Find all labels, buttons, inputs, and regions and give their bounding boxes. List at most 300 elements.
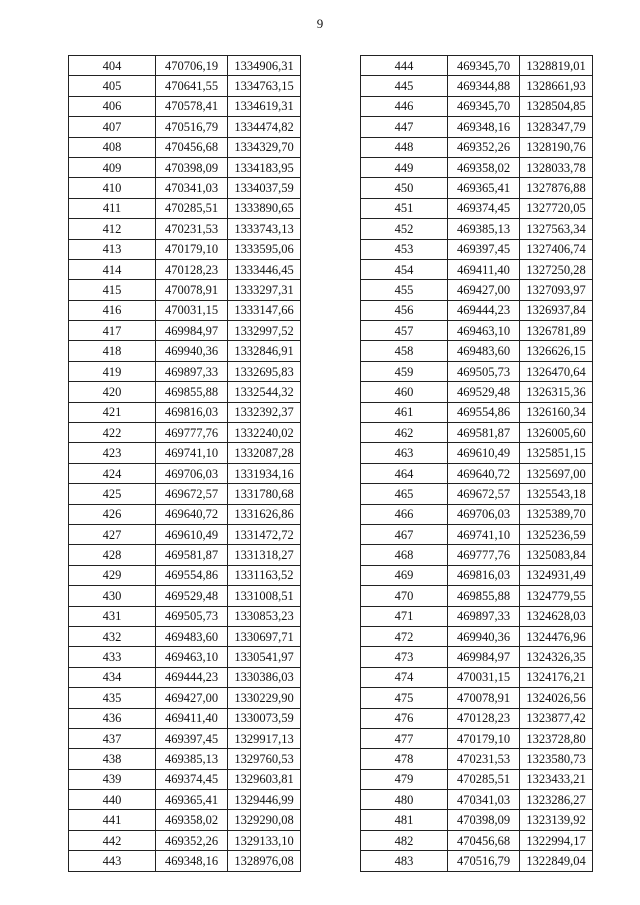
x-coordinate-cell: 470398,09 (448, 810, 520, 830)
point-number-cell: 416 (69, 300, 156, 320)
x-coordinate-cell: 469348,16 (448, 117, 520, 137)
table-row (361, 728, 593, 748)
table-row (69, 810, 301, 830)
x-coordinate-cell: 469397,45 (156, 728, 228, 748)
x-coordinate-cell: 469411,40 (448, 259, 520, 279)
point-number-cell: 461 (361, 402, 448, 422)
x-coordinate-cell: 469581,87 (156, 545, 228, 565)
table-row (361, 219, 593, 239)
table-row (69, 545, 301, 565)
point-number-cell: 432 (69, 626, 156, 646)
x-coordinate-cell: 469463,10 (156, 647, 228, 667)
table-row (361, 56, 593, 76)
table-row (69, 504, 301, 524)
x-coordinate-cell: 469706,03 (156, 463, 228, 483)
y-coordinate-cell: 1330386,03 (228, 667, 301, 687)
x-coordinate-cell: 469374,45 (448, 198, 520, 218)
x-coordinate-cell: 469816,03 (156, 402, 228, 422)
point-number-cell: 420 (69, 382, 156, 402)
table-row (69, 830, 301, 850)
table-row (69, 157, 301, 177)
table-row (69, 56, 301, 76)
x-coordinate-cell: 470031,15 (156, 300, 228, 320)
y-coordinate-cell: 1328033,78 (520, 157, 593, 177)
point-number-cell: 467 (361, 524, 448, 544)
x-coordinate-cell: 470578,41 (156, 96, 228, 116)
coordinates-table-right-body (361, 56, 593, 872)
table-row (361, 117, 593, 137)
x-coordinate-cell: 469984,97 (156, 321, 228, 341)
point-number-cell: 469 (361, 565, 448, 585)
y-coordinate-cell: 1324476,96 (520, 626, 593, 646)
y-coordinate-cell: 1333595,06 (228, 239, 301, 259)
y-coordinate-cell: 1322849,04 (520, 851, 593, 871)
point-number-cell: 450 (361, 178, 448, 198)
y-coordinate-cell: 1324931,49 (520, 565, 593, 585)
x-coordinate-cell: 469358,02 (156, 810, 228, 830)
y-coordinate-cell: 1329290,08 (228, 810, 301, 830)
point-number-cell: 454 (361, 259, 448, 279)
x-coordinate-cell: 469397,45 (448, 239, 520, 259)
x-coordinate-cell: 470641,55 (156, 76, 228, 96)
table-row (361, 157, 593, 177)
x-coordinate-cell: 469427,00 (156, 688, 228, 708)
point-number-cell: 483 (361, 851, 448, 871)
point-number-cell: 471 (361, 606, 448, 626)
table-row (69, 769, 301, 789)
point-number-cell: 409 (69, 157, 156, 177)
x-coordinate-cell: 470285,51 (448, 769, 520, 789)
table-row (69, 749, 301, 769)
x-coordinate-cell: 469411,40 (156, 708, 228, 728)
table-row (361, 198, 593, 218)
point-number-cell: 447 (361, 117, 448, 137)
y-coordinate-cell: 1331934,16 (228, 463, 301, 483)
y-coordinate-cell: 1331008,51 (228, 586, 301, 606)
y-coordinate-cell: 1334183,95 (228, 157, 301, 177)
table-row (361, 830, 593, 850)
point-number-cell: 427 (69, 524, 156, 544)
x-coordinate-cell: 469777,76 (448, 545, 520, 565)
table-row (69, 667, 301, 687)
table-row (69, 259, 301, 279)
y-coordinate-cell: 1331780,68 (228, 484, 301, 504)
y-coordinate-cell: 1334906,31 (228, 56, 301, 76)
table-row (69, 341, 301, 361)
point-number-cell: 468 (361, 545, 448, 565)
y-coordinate-cell: 1333297,31 (228, 280, 301, 300)
x-coordinate-cell: 469483,60 (156, 626, 228, 646)
y-coordinate-cell: 1327876,88 (520, 178, 593, 198)
point-number-cell: 418 (69, 341, 156, 361)
table-row (361, 137, 593, 157)
table-row (361, 423, 593, 443)
x-coordinate-cell: 469581,87 (448, 423, 520, 443)
y-coordinate-cell: 1329133,10 (228, 830, 301, 850)
table-row (69, 524, 301, 544)
table-row (69, 96, 301, 116)
point-number-cell: 448 (361, 137, 448, 157)
table-row (69, 300, 301, 320)
x-coordinate-cell: 469741,10 (156, 443, 228, 463)
y-coordinate-cell: 1325389,70 (520, 504, 593, 524)
point-number-cell: 436 (69, 708, 156, 728)
x-coordinate-cell: 469940,36 (448, 626, 520, 646)
y-coordinate-cell: 1333147,66 (228, 300, 301, 320)
x-coordinate-cell: 470706,19 (156, 56, 228, 76)
y-coordinate-cell: 1327720,05 (520, 198, 593, 218)
point-number-cell: 444 (361, 56, 448, 76)
y-coordinate-cell: 1326626,15 (520, 341, 593, 361)
x-coordinate-cell: 470031,15 (448, 667, 520, 687)
table-row (361, 647, 593, 667)
y-coordinate-cell: 1334329,70 (228, 137, 301, 157)
x-coordinate-cell: 469855,88 (156, 382, 228, 402)
point-number-cell: 459 (361, 361, 448, 381)
table-row (69, 688, 301, 708)
point-number-cell: 431 (69, 606, 156, 626)
y-coordinate-cell: 1327563,34 (520, 219, 593, 239)
y-coordinate-cell: 1332544,32 (228, 382, 301, 402)
x-coordinate-cell: 470179,10 (448, 728, 520, 748)
y-coordinate-cell: 1328347,79 (520, 117, 593, 137)
table-row (361, 300, 593, 320)
x-coordinate-cell: 469483,60 (448, 341, 520, 361)
y-coordinate-cell: 1329917,13 (228, 728, 301, 748)
point-number-cell: 442 (69, 830, 156, 850)
table-row (361, 484, 593, 504)
y-coordinate-cell: 1326937,84 (520, 300, 593, 320)
point-number-cell: 433 (69, 647, 156, 667)
point-number-cell: 482 (361, 830, 448, 850)
y-coordinate-cell: 1323580,73 (520, 749, 593, 769)
table-row (361, 178, 593, 198)
x-coordinate-cell: 469640,72 (448, 463, 520, 483)
point-number-cell: 405 (69, 76, 156, 96)
point-number-cell: 440 (69, 790, 156, 810)
table-row (69, 626, 301, 646)
point-number-cell: 479 (361, 769, 448, 789)
point-number-cell: 458 (361, 341, 448, 361)
y-coordinate-cell: 1330229,90 (228, 688, 301, 708)
x-coordinate-cell: 469706,03 (448, 504, 520, 524)
x-coordinate-cell: 470231,53 (156, 219, 228, 239)
y-coordinate-cell: 1332846,91 (228, 341, 301, 361)
point-number-cell: 449 (361, 157, 448, 177)
table-row (69, 423, 301, 443)
x-coordinate-cell: 470285,51 (156, 198, 228, 218)
table-row (361, 259, 593, 279)
point-number-cell: 428 (69, 545, 156, 565)
y-coordinate-cell: 1330541,97 (228, 647, 301, 667)
x-coordinate-cell: 469529,48 (448, 382, 520, 402)
point-number-cell: 419 (69, 361, 156, 381)
point-number-cell: 411 (69, 198, 156, 218)
table-row (361, 239, 593, 259)
point-number-cell: 462 (361, 423, 448, 443)
table-row (361, 688, 593, 708)
point-number-cell: 451 (361, 198, 448, 218)
y-coordinate-cell: 1326781,89 (520, 321, 593, 341)
x-coordinate-cell: 469554,86 (448, 402, 520, 422)
x-coordinate-cell: 470398,09 (156, 157, 228, 177)
x-coordinate-cell: 469348,16 (156, 851, 228, 871)
x-coordinate-cell: 470179,10 (156, 239, 228, 259)
y-coordinate-cell: 1329446,99 (228, 790, 301, 810)
table-row (361, 341, 593, 361)
x-coordinate-cell: 469365,41 (448, 178, 520, 198)
y-coordinate-cell: 1333890,65 (228, 198, 301, 218)
point-number-cell: 456 (361, 300, 448, 320)
point-number-cell: 424 (69, 463, 156, 483)
y-coordinate-cell: 1332392,37 (228, 402, 301, 422)
point-number-cell: 441 (69, 810, 156, 830)
point-number-cell: 410 (69, 178, 156, 198)
y-coordinate-cell: 1328976,08 (228, 851, 301, 871)
y-coordinate-cell: 1328819,01 (520, 56, 593, 76)
table-row (69, 586, 301, 606)
point-number-cell: 413 (69, 239, 156, 259)
point-number-cell: 408 (69, 137, 156, 157)
x-coordinate-cell: 469897,33 (448, 606, 520, 626)
point-number-cell: 421 (69, 402, 156, 422)
y-coordinate-cell: 1328504,85 (520, 96, 593, 116)
y-coordinate-cell: 1323877,42 (520, 708, 593, 728)
x-coordinate-cell: 470341,03 (156, 178, 228, 198)
y-coordinate-cell: 1326005,60 (520, 423, 593, 443)
table-row (69, 198, 301, 218)
coordinates-table-left (68, 55, 301, 872)
y-coordinate-cell: 1325851,15 (520, 443, 593, 463)
y-coordinate-cell: 1328190,76 (520, 137, 593, 157)
point-number-cell: 455 (361, 280, 448, 300)
x-coordinate-cell: 470516,79 (156, 117, 228, 137)
table-row (69, 117, 301, 137)
table-row (361, 769, 593, 789)
point-number-cell: 435 (69, 688, 156, 708)
table-row (361, 667, 593, 687)
y-coordinate-cell: 1334474,82 (228, 117, 301, 137)
x-coordinate-cell: 469385,13 (156, 749, 228, 769)
x-coordinate-cell: 469352,26 (156, 830, 228, 850)
table-row (361, 321, 593, 341)
point-number-cell: 475 (361, 688, 448, 708)
coordinates-table-left-body (69, 56, 301, 872)
point-number-cell: 404 (69, 56, 156, 76)
y-coordinate-cell: 1326160,34 (520, 402, 593, 422)
table-row (69, 382, 301, 402)
x-coordinate-cell: 469640,72 (156, 504, 228, 524)
point-number-cell: 407 (69, 117, 156, 137)
table-row (361, 463, 593, 483)
y-coordinate-cell: 1329603,81 (228, 769, 301, 789)
table-row (361, 524, 593, 544)
y-coordinate-cell: 1324026,56 (520, 688, 593, 708)
x-coordinate-cell: 469505,73 (448, 361, 520, 381)
y-coordinate-cell: 1327406,74 (520, 239, 593, 259)
x-coordinate-cell: 470078,91 (156, 280, 228, 300)
x-coordinate-cell: 469897,33 (156, 361, 228, 381)
y-coordinate-cell: 1332240,02 (228, 423, 301, 443)
point-number-cell: 439 (69, 769, 156, 789)
point-number-cell: 415 (69, 280, 156, 300)
y-coordinate-cell: 1334619,31 (228, 96, 301, 116)
table-row (69, 463, 301, 483)
table-row (361, 76, 593, 96)
point-number-cell: 434 (69, 667, 156, 687)
x-coordinate-cell: 469610,49 (156, 524, 228, 544)
table-row (361, 280, 593, 300)
table-row (69, 239, 301, 259)
point-number-cell: 437 (69, 728, 156, 748)
x-coordinate-cell: 470341,03 (448, 790, 520, 810)
y-coordinate-cell: 1323139,92 (520, 810, 593, 830)
table-row (69, 565, 301, 585)
y-coordinate-cell: 1329760,53 (228, 749, 301, 769)
point-number-cell: 412 (69, 219, 156, 239)
point-number-cell: 406 (69, 96, 156, 116)
table-row (69, 76, 301, 96)
point-number-cell: 466 (361, 504, 448, 524)
x-coordinate-cell: 469345,70 (448, 56, 520, 76)
y-coordinate-cell: 1330697,71 (228, 626, 301, 646)
table-row (361, 382, 593, 402)
table-row (69, 728, 301, 748)
point-number-cell: 417 (69, 321, 156, 341)
point-number-cell: 445 (361, 76, 448, 96)
x-coordinate-cell: 469444,23 (448, 300, 520, 320)
x-coordinate-cell: 469427,00 (448, 280, 520, 300)
x-coordinate-cell: 469463,10 (448, 321, 520, 341)
table-row (361, 790, 593, 810)
point-number-cell: 452 (361, 219, 448, 239)
y-coordinate-cell: 1332087,28 (228, 443, 301, 463)
x-coordinate-cell: 469345,70 (448, 96, 520, 116)
page-number: 9 (316, 16, 324, 31)
table-row (361, 443, 593, 463)
y-coordinate-cell: 1324176,21 (520, 667, 593, 687)
point-number-cell: 478 (361, 749, 448, 769)
y-coordinate-cell: 1334763,15 (228, 76, 301, 96)
x-coordinate-cell: 469505,73 (156, 606, 228, 626)
y-coordinate-cell: 1327093,97 (520, 280, 593, 300)
table-row (361, 565, 593, 585)
x-coordinate-cell: 470456,68 (448, 830, 520, 850)
table-row (69, 484, 301, 504)
table-row (361, 586, 593, 606)
table-row (361, 402, 593, 422)
x-coordinate-cell: 470456,68 (156, 137, 228, 157)
point-number-cell: 423 (69, 443, 156, 463)
table-row (361, 545, 593, 565)
table-row (69, 321, 301, 341)
y-coordinate-cell: 1325543,18 (520, 484, 593, 504)
y-coordinate-cell: 1327250,28 (520, 259, 593, 279)
y-coordinate-cell: 1326315,36 (520, 382, 593, 402)
y-coordinate-cell: 1323433,21 (520, 769, 593, 789)
y-coordinate-cell: 1325083,84 (520, 545, 593, 565)
x-coordinate-cell: 470128,23 (448, 708, 520, 728)
point-number-cell: 476 (361, 708, 448, 728)
point-number-cell: 414 (69, 259, 156, 279)
x-coordinate-cell: 470516,79 (448, 851, 520, 871)
point-number-cell: 430 (69, 586, 156, 606)
point-number-cell: 446 (361, 96, 448, 116)
y-coordinate-cell: 1333446,45 (228, 259, 301, 279)
x-coordinate-cell: 470128,23 (156, 259, 228, 279)
x-coordinate-cell: 469529,48 (156, 586, 228, 606)
point-number-cell: 425 (69, 484, 156, 504)
y-coordinate-cell: 1326470,64 (520, 361, 593, 381)
x-coordinate-cell: 469374,45 (156, 769, 228, 789)
point-number-cell: 453 (361, 239, 448, 259)
x-coordinate-cell: 469358,02 (448, 157, 520, 177)
table-row (69, 137, 301, 157)
table-row (69, 851, 301, 871)
y-coordinate-cell: 1333743,13 (228, 219, 301, 239)
table-row (361, 626, 593, 646)
y-coordinate-cell: 1330073,59 (228, 708, 301, 728)
table-row (361, 851, 593, 871)
x-coordinate-cell: 469672,57 (448, 484, 520, 504)
table-row (361, 96, 593, 116)
x-coordinate-cell: 469344,88 (448, 76, 520, 96)
point-number-cell: 474 (361, 667, 448, 687)
point-number-cell: 465 (361, 484, 448, 504)
x-coordinate-cell: 469984,97 (448, 647, 520, 667)
table-row (361, 749, 593, 769)
point-number-cell: 463 (361, 443, 448, 463)
y-coordinate-cell: 1330853,23 (228, 606, 301, 626)
y-coordinate-cell: 1325697,00 (520, 463, 593, 483)
y-coordinate-cell: 1331163,52 (228, 565, 301, 585)
x-coordinate-cell: 469741,10 (448, 524, 520, 544)
point-number-cell: 480 (361, 790, 448, 810)
x-coordinate-cell: 469816,03 (448, 565, 520, 585)
table-row (361, 810, 593, 830)
x-coordinate-cell: 469855,88 (448, 586, 520, 606)
point-number-cell: 422 (69, 423, 156, 443)
x-coordinate-cell: 469365,41 (156, 790, 228, 810)
y-coordinate-cell: 1328661,93 (520, 76, 593, 96)
coordinates-table-right (360, 55, 593, 872)
y-coordinate-cell: 1331626,86 (228, 504, 301, 524)
point-number-cell: 460 (361, 382, 448, 402)
y-coordinate-cell: 1323728,80 (520, 728, 593, 748)
x-coordinate-cell: 469610,49 (448, 443, 520, 463)
table-row (69, 178, 301, 198)
point-number-cell: 470 (361, 586, 448, 606)
y-coordinate-cell: 1325236,59 (520, 524, 593, 544)
table-row (361, 708, 593, 728)
table-row (361, 361, 593, 381)
y-coordinate-cell: 1322994,17 (520, 830, 593, 850)
table-row (69, 280, 301, 300)
point-number-cell: 438 (69, 749, 156, 769)
y-coordinate-cell: 1331472,72 (228, 524, 301, 544)
point-number-cell: 464 (361, 463, 448, 483)
table-row (69, 606, 301, 626)
table-row (69, 361, 301, 381)
table-row (69, 219, 301, 239)
table-row (361, 606, 593, 626)
table-row (69, 443, 301, 463)
y-coordinate-cell: 1331318,27 (228, 545, 301, 565)
x-coordinate-cell: 469385,13 (448, 219, 520, 239)
y-coordinate-cell: 1324628,03 (520, 606, 593, 626)
x-coordinate-cell: 469777,76 (156, 423, 228, 443)
table-row (69, 708, 301, 728)
